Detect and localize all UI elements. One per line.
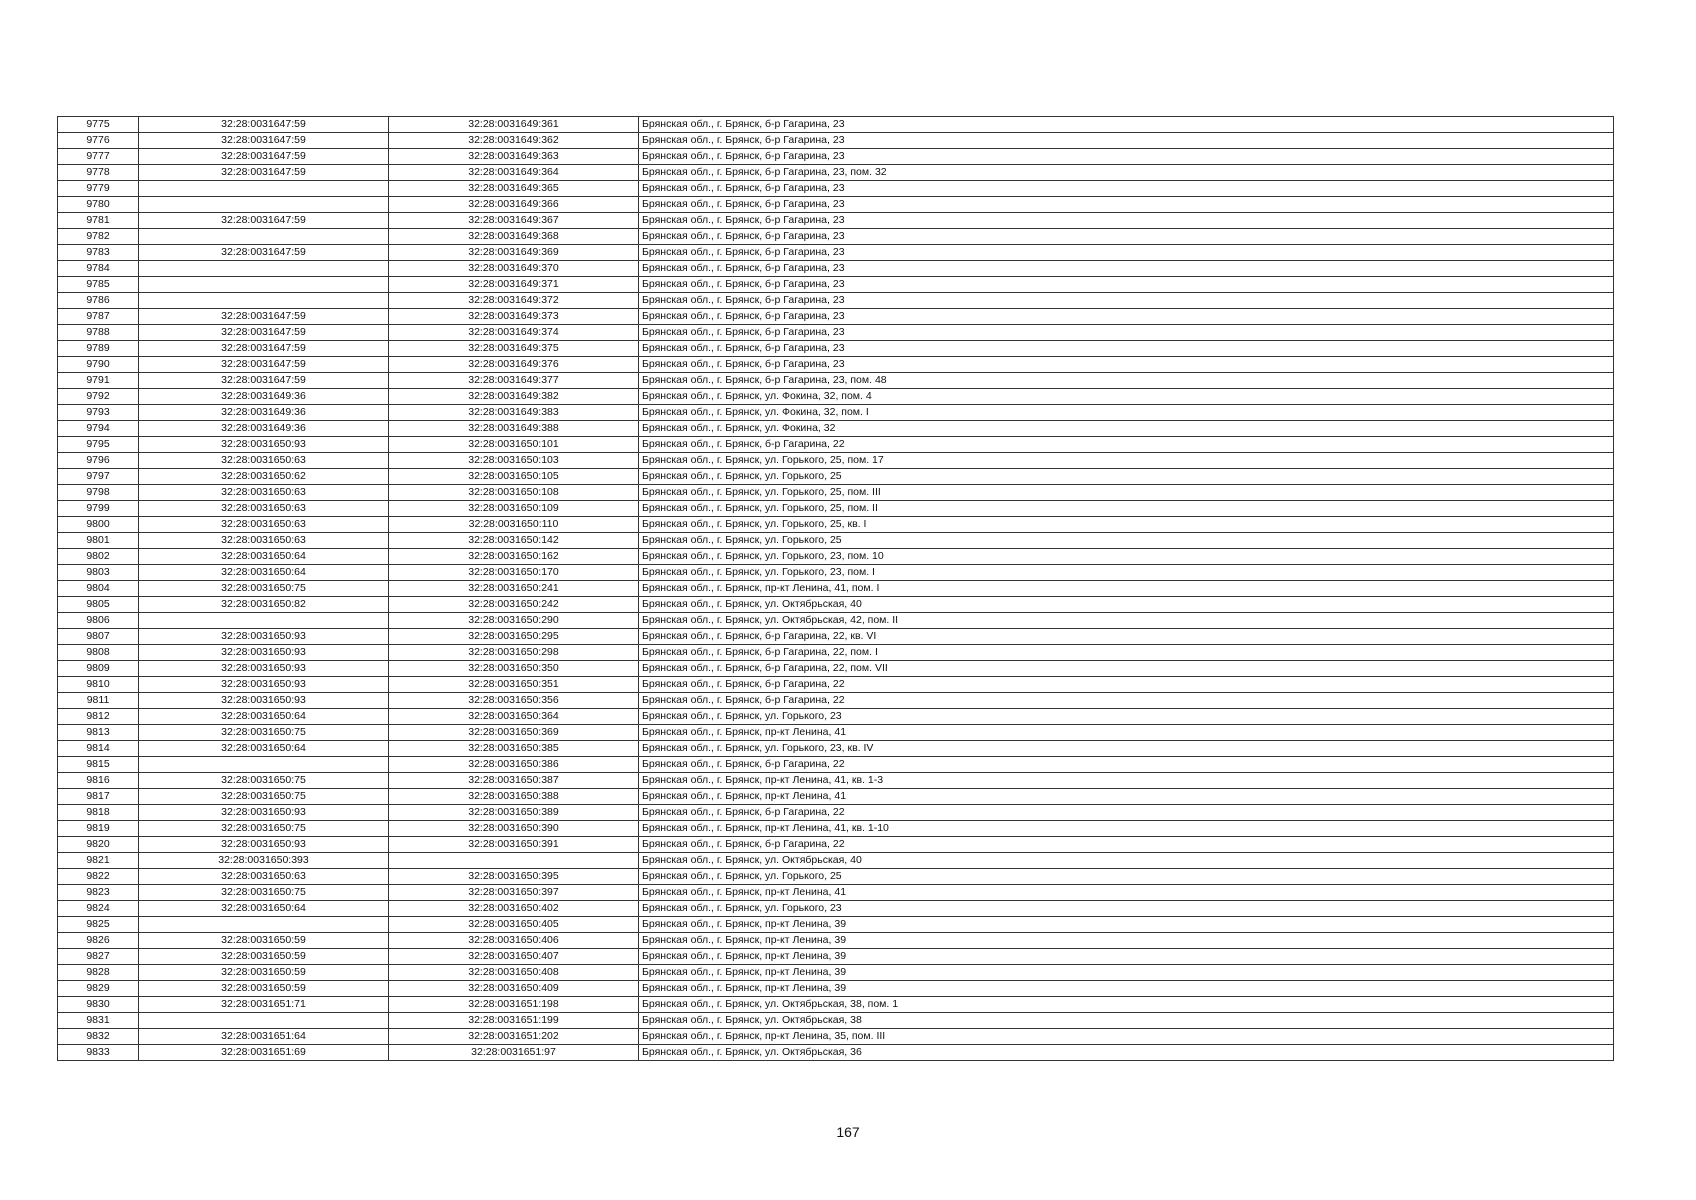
parent-cadastral-number-cell (139, 917, 389, 933)
address-cell: Брянская обл., г. Брянск, б-р Гагарина, 23 (639, 341, 1614, 357)
row-number-cell: 9832 (58, 1029, 139, 1045)
table-row (58, 661, 1614, 677)
address-cell: Брянская обл., г. Брянск, б-р Гагарина, 23 (639, 213, 1614, 229)
row-number-cell: 9786 (58, 293, 139, 309)
parent-cadastral-number-cell: 32:28:0031647:59 (139, 165, 389, 181)
table-row (58, 1013, 1614, 1029)
cadastral-number-cell: 32:28:0031650:390 (389, 821, 639, 837)
table-row (58, 309, 1614, 325)
cadastral-number-cell: 32:28:0031649:375 (389, 341, 639, 357)
cadastral-number-cell: 32:28:0031650:242 (389, 597, 639, 613)
row-number-cell: 9783 (58, 245, 139, 261)
cadastral-number-cell: 32:28:0031650:389 (389, 805, 639, 821)
table-row (58, 677, 1614, 693)
cadastral-number-cell: 32:28:0031649:374 (389, 325, 639, 341)
parent-cadastral-number-cell: 32:28:0031650:63 (139, 501, 389, 517)
table-row (58, 997, 1614, 1013)
table-row (58, 405, 1614, 421)
address-cell: Брянская обл., г. Брянск, б-р Гагарина, 23, пом. 48 (639, 373, 1614, 389)
address-cell: Брянская обл., г. Брянск, ул. Октябрьская, 38 (639, 1013, 1614, 1029)
row-number-cell: 9820 (58, 837, 139, 853)
table-row (58, 549, 1614, 565)
table-row (58, 453, 1614, 469)
table-row (58, 421, 1614, 437)
parent-cadastral-number-cell: 32:28:0031650:59 (139, 933, 389, 949)
address-cell: Брянская обл., г. Брянск, пр-кт Ленина, 39 (639, 965, 1614, 981)
row-number-cell: 9780 (58, 197, 139, 213)
cadastral-number-cell: 32:28:0031649:388 (389, 421, 639, 437)
parent-cadastral-number-cell: 32:28:0031650:63 (139, 517, 389, 533)
row-number-cell: 9826 (58, 933, 139, 949)
address-cell: Брянская обл., г. Брянск, ул. Горького, 25, пом. 17 (639, 453, 1614, 469)
cadastral-number-cell: 32:28:0031650:110 (389, 517, 639, 533)
parent-cadastral-number-cell: 32:28:0031650:93 (139, 629, 389, 645)
cadastral-number-cell: 32:28:0031650:408 (389, 965, 639, 981)
address-cell: Брянская обл., г. Брянск, пр-кт Ленина, 41 (639, 725, 1614, 741)
parent-cadastral-number-cell: 32:28:0031647:59 (139, 357, 389, 373)
table-row (58, 565, 1614, 581)
row-number-cell: 9792 (58, 389, 139, 405)
row-number-cell: 9778 (58, 165, 139, 181)
row-number-cell: 9799 (58, 501, 139, 517)
address-cell: Брянская обл., г. Брянск, ул. Октябрьская, 36 (639, 1045, 1614, 1061)
table-row (58, 325, 1614, 341)
row-number-cell: 9794 (58, 421, 139, 437)
cadastral-number-cell: 32:28:0031650:103 (389, 453, 639, 469)
cadastral-number-cell: 32:28:0031650:395 (389, 869, 639, 885)
row-number-cell: 9784 (58, 261, 139, 277)
parent-cadastral-number-cell: 32:28:0031650:393 (139, 853, 389, 869)
cadastral-number-cell: 32:28:0031649:370 (389, 261, 639, 277)
address-cell: Брянская обл., г. Брянск, ул. Фокина, 32 (639, 421, 1614, 437)
parent-cadastral-number-cell: 32:28:0031650:63 (139, 485, 389, 501)
cadastral-number-cell: 32:28:0031649:371 (389, 277, 639, 293)
cadastral-number-cell: 32:28:0031649:382 (389, 389, 639, 405)
row-number-cell: 9830 (58, 997, 139, 1013)
parent-cadastral-number-cell: 32:28:0031650:64 (139, 709, 389, 725)
row-number-cell: 9808 (58, 645, 139, 661)
address-cell: Брянская обл., г. Брянск, ул. Горького, 25, пом. II (639, 501, 1614, 517)
table-row (58, 293, 1614, 309)
parent-cadastral-number-cell: 32:28:0031649:36 (139, 405, 389, 421)
parent-cadastral-number-cell: 32:28:0031647:59 (139, 325, 389, 341)
parent-cadastral-number-cell (139, 277, 389, 293)
table-row (58, 1029, 1614, 1045)
cadastral-number-cell: 32:28:0031649:361 (389, 117, 639, 133)
row-number-cell: 9802 (58, 549, 139, 565)
table-row (58, 373, 1614, 389)
cadastral-number-cell: 32:28:0031650:391 (389, 837, 639, 853)
table-row (58, 197, 1614, 213)
table-row (58, 357, 1614, 373)
table-row (58, 789, 1614, 805)
address-cell: Брянская обл., г. Брянск, пр-кт Ленина, 39 (639, 981, 1614, 997)
row-number-cell: 9800 (58, 517, 139, 533)
parent-cadastral-number-cell: 32:28:0031647:59 (139, 117, 389, 133)
cadastral-number-cell: 32:28:0031650:109 (389, 501, 639, 517)
cadastral-number-cell: 32:28:0031650:290 (389, 613, 639, 629)
address-cell: Брянская обл., г. Брянск, ул. Горького, 23 (639, 901, 1614, 917)
cadastral-number-cell: 32:28:0031649:373 (389, 309, 639, 325)
address-cell: Брянская обл., г. Брянск, ул. Горького, 23, кв. IV (639, 741, 1614, 757)
cadastral-number-cell: 32:28:0031649:365 (389, 181, 639, 197)
row-number-cell: 9782 (58, 229, 139, 245)
parent-cadastral-number-cell: 32:28:0031650:75 (139, 789, 389, 805)
table-row (58, 597, 1614, 613)
table-row (58, 613, 1614, 629)
table-row (58, 533, 1614, 549)
table-row (58, 261, 1614, 277)
parent-cadastral-number-cell: 32:28:0031650:93 (139, 437, 389, 453)
cadastral-number-cell: 32:28:0031650:406 (389, 933, 639, 949)
address-cell: Брянская обл., г. Брянск, ул. Горького, 23 (639, 709, 1614, 725)
table-row (58, 149, 1614, 165)
address-cell: Брянская обл., г. Брянск, пр-кт Ленина, 41, кв. 1-3 (639, 773, 1614, 789)
address-cell: Брянская обл., г. Брянск, пр-кт Ленина, 35, пом. III (639, 1029, 1614, 1045)
table-row (58, 213, 1614, 229)
row-number-cell: 9833 (58, 1045, 139, 1061)
row-number-cell: 9793 (58, 405, 139, 421)
address-cell: Брянская обл., г. Брянск, ул. Горького, 25, пом. III (639, 485, 1614, 501)
address-cell: Брянская обл., г. Брянск, ул. Фокина, 32, пом. I (639, 405, 1614, 421)
cadastral-number-cell: 32:28:0031651:97 (389, 1045, 639, 1061)
page-number: 167 (836, 1124, 860, 1140)
parent-cadastral-number-cell: 32:28:0031651:69 (139, 1045, 389, 1061)
table-row (58, 709, 1614, 725)
address-cell: Брянская обл., г. Брянск, б-р Гагарина, 23 (639, 325, 1614, 341)
table-row (58, 1045, 1614, 1061)
row-number-cell: 9797 (58, 469, 139, 485)
cadastral-number-cell: 32:28:0031650:386 (389, 757, 639, 773)
table-row (58, 933, 1614, 949)
cadastral-number-cell: 32:28:0031651:198 (389, 997, 639, 1013)
row-number-cell: 9827 (58, 949, 139, 965)
table-row (58, 181, 1614, 197)
registry-table (57, 116, 1614, 1061)
row-number-cell: 9831 (58, 1013, 139, 1029)
parent-cadastral-number-cell: 32:28:0031650:64 (139, 565, 389, 581)
address-cell: Брянская обл., г. Брянск, ул. Октябрьская, 42, пом. II (639, 613, 1614, 629)
address-cell: Брянская обл., г. Брянск, ул. Горького, 23, пом. 10 (639, 549, 1614, 565)
table-row (58, 133, 1614, 149)
address-cell: Брянская обл., г. Брянск, б-р Гагарина, 22 (639, 693, 1614, 709)
row-number-cell: 9803 (58, 565, 139, 581)
registry-table-body (58, 117, 1614, 1061)
cadastral-number-cell: 32:28:0031650:170 (389, 565, 639, 581)
cadastral-number-cell: 32:28:0031649:368 (389, 229, 639, 245)
cadastral-number-cell: 32:28:0031649:367 (389, 213, 639, 229)
cadastral-number-cell: 32:28:0031650:387 (389, 773, 639, 789)
row-number-cell: 9804 (58, 581, 139, 597)
address-cell: Брянская обл., г. Брянск, пр-кт Ленина, 41 (639, 789, 1614, 805)
row-number-cell: 9785 (58, 277, 139, 293)
parent-cadastral-number-cell: 32:28:0031647:59 (139, 133, 389, 149)
parent-cadastral-number-cell: 32:28:0031650:93 (139, 677, 389, 693)
address-cell: Брянская обл., г. Брянск, б-р Гагарина, 23 (639, 197, 1614, 213)
table-row (58, 821, 1614, 837)
parent-cadastral-number-cell: 32:28:0031650:63 (139, 533, 389, 549)
table-row (58, 965, 1614, 981)
cadastral-number-cell: 32:28:0031650:397 (389, 885, 639, 901)
address-cell: Брянская обл., г. Брянск, ул. Горького, 23, пом. I (639, 565, 1614, 581)
row-number-cell: 9818 (58, 805, 139, 821)
row-number-cell: 9779 (58, 181, 139, 197)
address-cell: Брянская обл., г. Брянск, б-р Гагарина, 22, кв. VI (639, 629, 1614, 645)
address-cell: Брянская обл., г. Брянск, б-р Гагарина, 23 (639, 293, 1614, 309)
cadastral-number-cell: 32:28:0031649:363 (389, 149, 639, 165)
address-cell: Брянская обл., г. Брянск, пр-кт Ленина, 39 (639, 933, 1614, 949)
parent-cadastral-number-cell (139, 613, 389, 629)
table-row (58, 277, 1614, 293)
cadastral-number-cell: 32:28:0031650:351 (389, 677, 639, 693)
parent-cadastral-number-cell: 32:28:0031650:59 (139, 949, 389, 965)
cadastral-number-cell: 32:28:0031650:101 (389, 437, 639, 453)
cadastral-number-cell: 32:28:0031649:376 (389, 357, 639, 373)
cadastral-number-cell: 32:28:0031649:383 (389, 405, 639, 421)
cadastral-number-cell: 32:28:0031649:362 (389, 133, 639, 149)
address-cell: Брянская обл., г. Брянск, б-р Гагарина, 23 (639, 149, 1614, 165)
row-number-cell: 9796 (58, 453, 139, 469)
table-row (58, 949, 1614, 965)
cadastral-number-cell: 32:28:0031650:162 (389, 549, 639, 565)
row-number-cell: 9806 (58, 613, 139, 629)
row-number-cell: 9812 (58, 709, 139, 725)
row-number-cell: 9801 (58, 533, 139, 549)
cadastral-number-cell: 32:28:0031650:241 (389, 581, 639, 597)
row-number-cell: 9807 (58, 629, 139, 645)
row-number-cell: 9798 (58, 485, 139, 501)
parent-cadastral-number-cell: 32:28:0031650:75 (139, 773, 389, 789)
address-cell: Брянская обл., г. Брянск, б-р Гагарина, 23 (639, 229, 1614, 245)
table-row (58, 757, 1614, 773)
table-row (58, 981, 1614, 997)
table-row (58, 741, 1614, 757)
parent-cadastral-number-cell: 32:28:0031650:62 (139, 469, 389, 485)
address-cell: Брянская обл., г. Брянск, б-р Гагарина, 22 (639, 805, 1614, 821)
cadastral-number-cell: 32:28:0031650:108 (389, 485, 639, 501)
table-row (58, 485, 1614, 501)
cadastral-number-cell: 32:28:0031649:377 (389, 373, 639, 389)
row-number-cell: 9776 (58, 133, 139, 149)
table-row (58, 389, 1614, 405)
table-row (58, 773, 1614, 789)
table-row (58, 165, 1614, 181)
parent-cadastral-number-cell: 32:28:0031650:63 (139, 869, 389, 885)
row-number-cell: 9824 (58, 901, 139, 917)
table-row (58, 517, 1614, 533)
row-number-cell: 9787 (58, 309, 139, 325)
cadastral-number-cell: 32:28:0031650:295 (389, 629, 639, 645)
address-cell: Брянская обл., г. Брянск, б-р Гагарина, 23 (639, 117, 1614, 133)
row-number-cell: 9825 (58, 917, 139, 933)
cadastral-number-cell: 32:28:0031649:369 (389, 245, 639, 261)
row-number-cell: 9819 (58, 821, 139, 837)
address-cell: Брянская обл., г. Брянск, пр-кт Ленина, 41, кв. 1-10 (639, 821, 1614, 837)
row-number-cell: 9811 (58, 693, 139, 709)
table-row (58, 501, 1614, 517)
address-cell: Брянская обл., г. Брянск, б-р Гагарина, 22 (639, 837, 1614, 853)
parent-cadastral-number-cell: 32:28:0031647:59 (139, 149, 389, 165)
cadastral-number-cell: 32:28:0031650:298 (389, 645, 639, 661)
row-number-cell: 9790 (58, 357, 139, 373)
row-number-cell: 9777 (58, 149, 139, 165)
cadastral-number-cell: 32:28:0031651:202 (389, 1029, 639, 1045)
row-number-cell: 9828 (58, 965, 139, 981)
parent-cadastral-number-cell: 32:28:0031650:75 (139, 725, 389, 741)
address-cell: Брянская обл., г. Брянск, б-р Гагарина, 22 (639, 677, 1614, 693)
address-cell: Брянская обл., г. Брянск, б-р Гагарина, 22 (639, 437, 1614, 453)
cadastral-number-cell: 32:28:0031650:350 (389, 661, 639, 677)
table-row (58, 117, 1614, 133)
table-row (58, 229, 1614, 245)
row-number-cell: 9823 (58, 885, 139, 901)
parent-cadastral-number-cell: 32:28:0031647:59 (139, 213, 389, 229)
parent-cadastral-number-cell: 32:28:0031651:71 (139, 997, 389, 1013)
parent-cadastral-number-cell: 32:28:0031650:64 (139, 549, 389, 565)
parent-cadastral-number-cell (139, 293, 389, 309)
cadastral-number-cell: 32:28:0031650:402 (389, 901, 639, 917)
cadastral-number-cell: 32:28:0031650:405 (389, 917, 639, 933)
row-number-cell: 9795 (58, 437, 139, 453)
cadastral-number-cell: 32:28:0031650:105 (389, 469, 639, 485)
parent-cadastral-number-cell: 32:28:0031650:59 (139, 981, 389, 997)
address-cell: Брянская обл., г. Брянск, ул. Горького, 25 (639, 533, 1614, 549)
cadastral-number-cell: 32:28:0031650:356 (389, 693, 639, 709)
parent-cadastral-number-cell (139, 197, 389, 213)
table-row (58, 837, 1614, 853)
parent-cadastral-number-cell: 32:28:0031649:36 (139, 389, 389, 405)
table-row (58, 901, 1614, 917)
row-number-cell: 9822 (58, 869, 139, 885)
cadastral-number-cell: 32:28:0031650:369 (389, 725, 639, 741)
parent-cadastral-number-cell: 32:28:0031651:64 (139, 1029, 389, 1045)
parent-cadastral-number-cell: 32:28:0031650:93 (139, 661, 389, 677)
row-number-cell: 9816 (58, 773, 139, 789)
row-number-cell: 9814 (58, 741, 139, 757)
row-number-cell: 9781 (58, 213, 139, 229)
cadastral-number-cell: 32:28:0031650:407 (389, 949, 639, 965)
parent-cadastral-number-cell: 32:28:0031650:75 (139, 821, 389, 837)
address-cell: Брянская обл., г. Брянск, б-р Гагарина, 23 (639, 133, 1614, 149)
parent-cadastral-number-cell: 32:28:0031650:75 (139, 581, 389, 597)
row-number-cell: 9788 (58, 325, 139, 341)
cadastral-number-cell (389, 853, 639, 869)
parent-cadastral-number-cell: 32:28:0031650:82 (139, 597, 389, 613)
parent-cadastral-number-cell (139, 1013, 389, 1029)
address-cell: Брянская обл., г. Брянск, б-р Гагарина, 23 (639, 277, 1614, 293)
address-cell: Брянская обл., г. Брянск, ул. Горького, 25 (639, 469, 1614, 485)
row-number-cell: 9789 (58, 341, 139, 357)
cadastral-number-cell: 32:28:0031650:364 (389, 709, 639, 725)
table-row (58, 581, 1614, 597)
address-cell: Брянская обл., г. Брянск, пр-кт Ленина, 41, пом. I (639, 581, 1614, 597)
parent-cadastral-number-cell: 32:28:0031650:59 (139, 965, 389, 981)
parent-cadastral-number-cell: 32:28:0031650:93 (139, 805, 389, 821)
row-number-cell: 9809 (58, 661, 139, 677)
table-row (58, 869, 1614, 885)
address-cell: Брянская обл., г. Брянск, б-р Гагарина, 22, пом. I (639, 645, 1614, 661)
address-cell: Брянская обл., г. Брянск, б-р Гагарина, 23, пом. 32 (639, 165, 1614, 181)
table-row (58, 469, 1614, 485)
table-row (58, 437, 1614, 453)
parent-cadastral-number-cell: 32:28:0031650:93 (139, 693, 389, 709)
table-row (58, 645, 1614, 661)
parent-cadastral-number-cell: 32:28:0031649:36 (139, 421, 389, 437)
parent-cadastral-number-cell (139, 181, 389, 197)
row-number-cell: 9815 (58, 757, 139, 773)
address-cell: Брянская обл., г. Брянск, ул. Октябрьская, 38, пом. 1 (639, 997, 1614, 1013)
cadastral-number-cell: 32:28:0031650:142 (389, 533, 639, 549)
parent-cadastral-number-cell (139, 757, 389, 773)
cadastral-number-cell: 32:28:0031650:388 (389, 789, 639, 805)
address-cell: Брянская обл., г. Брянск, ул. Октябрьская, 40 (639, 853, 1614, 869)
row-number-cell: 9817 (58, 789, 139, 805)
cadastral-number-cell: 32:28:0031651:199 (389, 1013, 639, 1029)
cadastral-number-cell: 32:28:0031650:385 (389, 741, 639, 757)
parent-cadastral-number-cell (139, 229, 389, 245)
address-cell: Брянская обл., г. Брянск, пр-кт Ленина, 41 (639, 885, 1614, 901)
parent-cadastral-number-cell: 32:28:0031647:59 (139, 373, 389, 389)
address-cell: Брянская обл., г. Брянск, б-р Гагарина, 23 (639, 245, 1614, 261)
cadastral-number-cell: 32:28:0031649:364 (389, 165, 639, 181)
table-row (58, 629, 1614, 645)
table-row (58, 805, 1614, 821)
parent-cadastral-number-cell: 32:28:0031650:93 (139, 645, 389, 661)
table-row (58, 693, 1614, 709)
address-cell: Брянская обл., г. Брянск, пр-кт Ленина, 39 (639, 917, 1614, 933)
address-cell: Брянская обл., г. Брянск, б-р Гагарина, 23 (639, 181, 1614, 197)
parent-cadastral-number-cell: 32:28:0031650:64 (139, 741, 389, 757)
row-number-cell: 9829 (58, 981, 139, 997)
parent-cadastral-number-cell (139, 261, 389, 277)
address-cell: Брянская обл., г. Брянск, б-р Гагарина, 22 (639, 757, 1614, 773)
row-number-cell: 9813 (58, 725, 139, 741)
parent-cadastral-number-cell: 32:28:0031650:64 (139, 901, 389, 917)
table-row (58, 725, 1614, 741)
table-row (58, 245, 1614, 261)
row-number-cell: 9821 (58, 853, 139, 869)
row-number-cell: 9775 (58, 117, 139, 133)
parent-cadastral-number-cell: 32:28:0031650:75 (139, 885, 389, 901)
table-row (58, 885, 1614, 901)
address-cell: Брянская обл., г. Брянск, ул. Фокина, 32, пом. 4 (639, 389, 1614, 405)
cadastral-number-cell: 32:28:0031650:409 (389, 981, 639, 997)
address-cell: Брянская обл., г. Брянск, б-р Гагарина, 23 (639, 309, 1614, 325)
address-cell: Брянская обл., г. Брянск, б-р Гагарина, 22, пом. VII (639, 661, 1614, 677)
address-cell: Брянская обл., г. Брянск, ул. Октябрьская, 40 (639, 597, 1614, 613)
address-cell: Брянская обл., г. Брянск, б-р Гагарина, 23 (639, 357, 1614, 373)
table-row (58, 853, 1614, 869)
table-row (58, 917, 1614, 933)
row-number-cell: 9791 (58, 373, 139, 389)
parent-cadastral-number-cell: 32:28:0031650:63 (139, 453, 389, 469)
row-number-cell: 9805 (58, 597, 139, 613)
row-number-cell: 9810 (58, 677, 139, 693)
address-cell: Брянская обл., г. Брянск, б-р Гагарина, 23 (639, 261, 1614, 277)
parent-cadastral-number-cell: 32:28:0031647:59 (139, 309, 389, 325)
parent-cadastral-number-cell: 32:28:0031647:59 (139, 245, 389, 261)
cadastral-number-cell: 32:28:0031649:372 (389, 293, 639, 309)
address-cell: Брянская обл., г. Брянск, ул. Горького, 25 (639, 869, 1614, 885)
cadastral-number-cell: 32:28:0031649:366 (389, 197, 639, 213)
parent-cadastral-number-cell: 32:28:0031650:93 (139, 837, 389, 853)
address-cell: Брянская обл., г. Брянск, пр-кт Ленина, 39 (639, 949, 1614, 965)
table-row (58, 341, 1614, 357)
address-cell: Брянская обл., г. Брянск, ул. Горького, 25, кв. I (639, 517, 1614, 533)
parent-cadastral-number-cell: 32:28:0031647:59 (139, 341, 389, 357)
